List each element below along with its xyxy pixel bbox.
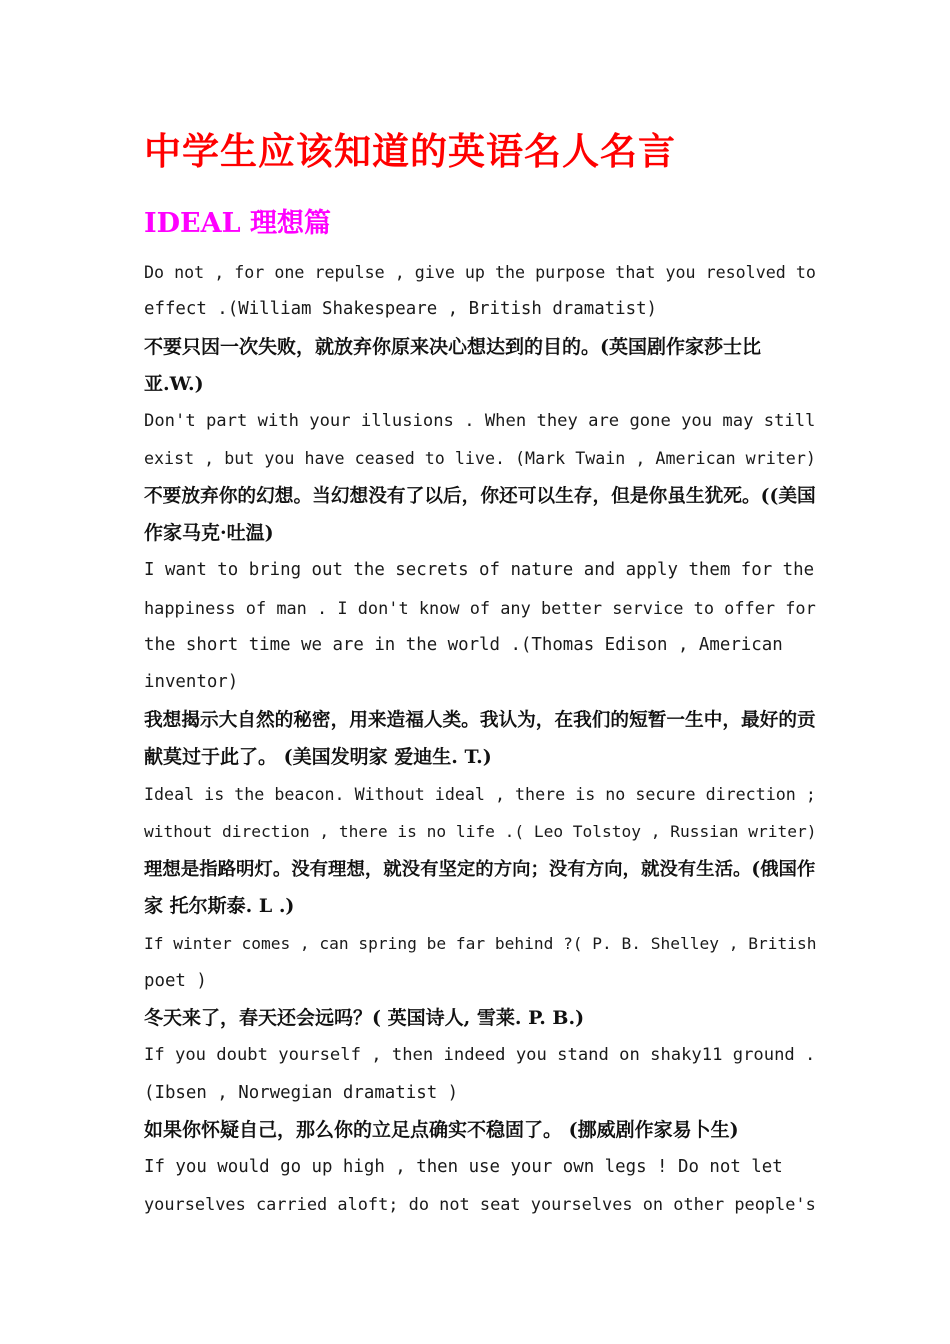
- chinese-text-line: 理想是指路明灯。没有理想，就没有坚定的方向；没有方向，就没有生活。(俄国作: [144, 858, 816, 880]
- english-text-line: Don't part with your illusions . When they are gone you may still: [144, 411, 816, 432]
- english-text-line: If you would go up high , then use your own legs ! Do not let: [144, 1157, 783, 1178]
- chinese-text-line: 不要只因一次失败，就放弃你原来决心想达到的目的。(英国剧作家莎士比: [144, 335, 761, 358]
- document-content: [144, 124, 816, 1224]
- section-heading-ideal: IDEAL 理想篇: [144, 208, 331, 239]
- english-text-line: yourselves carried aloft; do not seat yourselves on other people's: [144, 1194, 816, 1215]
- document-title: 中学生应该知道的英语名人名言: [144, 129, 676, 173]
- chinese-text-line: 冬天来了，春天还会远吗？( 英国诗人, 雪莱. P. B.): [144, 1006, 585, 1029]
- english-text-line: Do not , for one repulse , give up the purpose that you resolved to: [144, 263, 816, 282]
- english-text-line: I want to bring out the secrets of nature and apply them for the: [144, 560, 815, 581]
- chinese-text-line: 如果你怀疑自己，那么你的立足点确实不稳固了。 (挪威剧作家易卜生): [144, 1118, 739, 1141]
- english-text-line: Ideal is the beacon. Without ideal , there is no secure direction ;: [144, 785, 816, 805]
- chinese-text-line: 亚.W.): [144, 372, 204, 395]
- english-text-line: If you doubt yourself , then indeed you stand on shaky11 ground .: [144, 1045, 816, 1066]
- chinese-text-line: 作家马克·吐温): [144, 522, 274, 545]
- chinese-text-line: 不要放弃你的幻想。当幻想没有了以后，你还可以生存，但是你虽生犹死。((美国: [144, 484, 816, 507]
- english-text-line: happiness of man . I don't know of any better service to offer for: [144, 597, 816, 618]
- english-text-line: inventor): [144, 672, 239, 693]
- chinese-text-line: 家 托尔斯泰. L .): [144, 895, 295, 918]
- english-text-line: (Ibsen , Norwegian dramatist ): [144, 1082, 459, 1103]
- english-text-line: poet ): [144, 970, 207, 991]
- english-text-line: exist , but you have ceased to live. (Mark Twain , American writer): [144, 449, 816, 469]
- english-text-line: If winter comes , can spring be far behind ?( P. B. Shelley , British: [144, 934, 817, 954]
- english-text-line: the short time we are in the world .(Thomas Edison , American: [144, 634, 783, 655]
- chinese-text-line: 我想揭示大自然的秘密，用来造福人类。我认为，在我们的短暂一生中，最好的贡: [144, 708, 816, 731]
- chinese-text-line: 献莫过于此了。 (美国发明家 爱迪生. T.): [144, 745, 492, 768]
- english-text-line: effect .(William Shakespeare , British dramatist): [144, 299, 658, 320]
- english-text-line: without direction , there is no life .( Leo Tolstoy , Russian writer): [144, 822, 817, 842]
- quote-body: [144, 254, 816, 1224]
